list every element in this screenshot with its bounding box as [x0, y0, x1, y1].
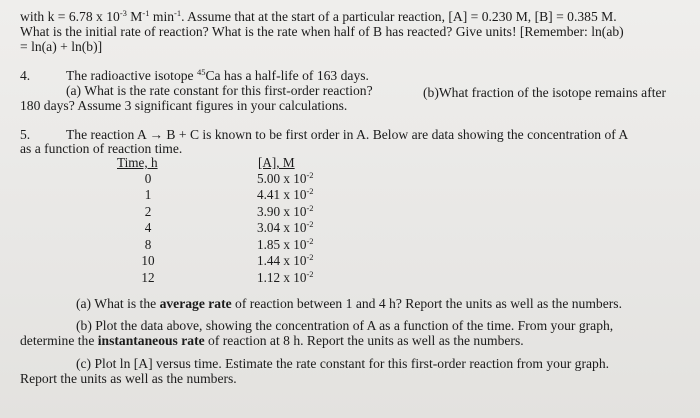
q5-line-1: The reaction A → B + C is known to be first order in A. Below are data showing the concentration of A	[66, 127, 629, 142]
q5-line-2: as a function of reaction time.	[20, 141, 183, 156]
table-cell-conc: 1.12 x $10^{-2}$	[257, 269, 314, 285]
table-cell-conc: 3.90 x $10^{-2}$	[257, 203, 314, 219]
q5-part-c-line-2: Report the units as well as the numbers.	[20, 371, 237, 386]
table-cell-conc: 4.41 x $10^{-2}$	[257, 186, 314, 202]
table-cell-time: 0	[144, 171, 152, 186]
q5-part-b-line-1: (b) Plot the data above, showing the concentration of A as a function of the time. From your graph,	[76, 318, 614, 333]
q5-number: 5.	[20, 127, 31, 142]
q5-part-a: (a) What is the average rate of reaction between 1 and 4 h? Report the units as well as the numbers.	[76, 296, 622, 311]
intro-line-1: with k = 6.78 x $10^{-3}$ $M^{-1}$ $\min^{-1}$. Assume that at the start of a particular reaction, [A] = 0.230 M, [B] = 0.385 M.	[20, 8, 617, 24]
q4-line-1: The radioactive isotope $^{45}$Ca has a half-life of 163 days.	[66, 67, 369, 83]
table-cell-time: 1	[144, 187, 152, 202]
table-cell-conc: 5.00 x $10^{-2}$	[257, 170, 314, 186]
q5-part-b-line-2: determine the instantaneous rate of reaction at 8 h. Report the units as well as the numbers.	[20, 333, 524, 348]
table-header-time: Time, h	[117, 155, 158, 170]
q4-part-a: (a) What is the rate constant for this first-order reaction?	[66, 83, 373, 98]
table-cell-time: 2	[144, 204, 152, 219]
table-cell-time: 12	[141, 270, 155, 285]
intro-line-3: = ln(a) + ln(b)]	[20, 39, 103, 54]
q4-line-3: 180 days? Assume 3 significant figures in your calculations.	[20, 98, 348, 113]
table-header-conc: [A], M	[258, 155, 295, 170]
table-cell-conc: 1.85 x $10^{-2}$	[257, 236, 314, 252]
table-cell-conc: 3.04 x $10^{-2}$	[257, 219, 314, 235]
intro-line-2: What is the initial rate of reaction? What is the rate when half of B has reacted? Give units! [Remember: ln(ab)	[20, 24, 624, 39]
q4-number: 4.	[20, 68, 31, 83]
table-cell-time: 4	[144, 220, 152, 235]
table-cell-time: 8	[144, 237, 152, 252]
q5-part-c-line-1: (c) Plot ln [A] versus time. Estimate the rate constant for this first-order reaction from your graph.	[76, 356, 610, 371]
table-cell-time: 10	[141, 253, 155, 268]
q4-part-b: (b)What fraction of the isotope remains after	[423, 85, 667, 100]
table-cell-conc: 1.44 x $10^{-2}$	[257, 252, 314, 268]
